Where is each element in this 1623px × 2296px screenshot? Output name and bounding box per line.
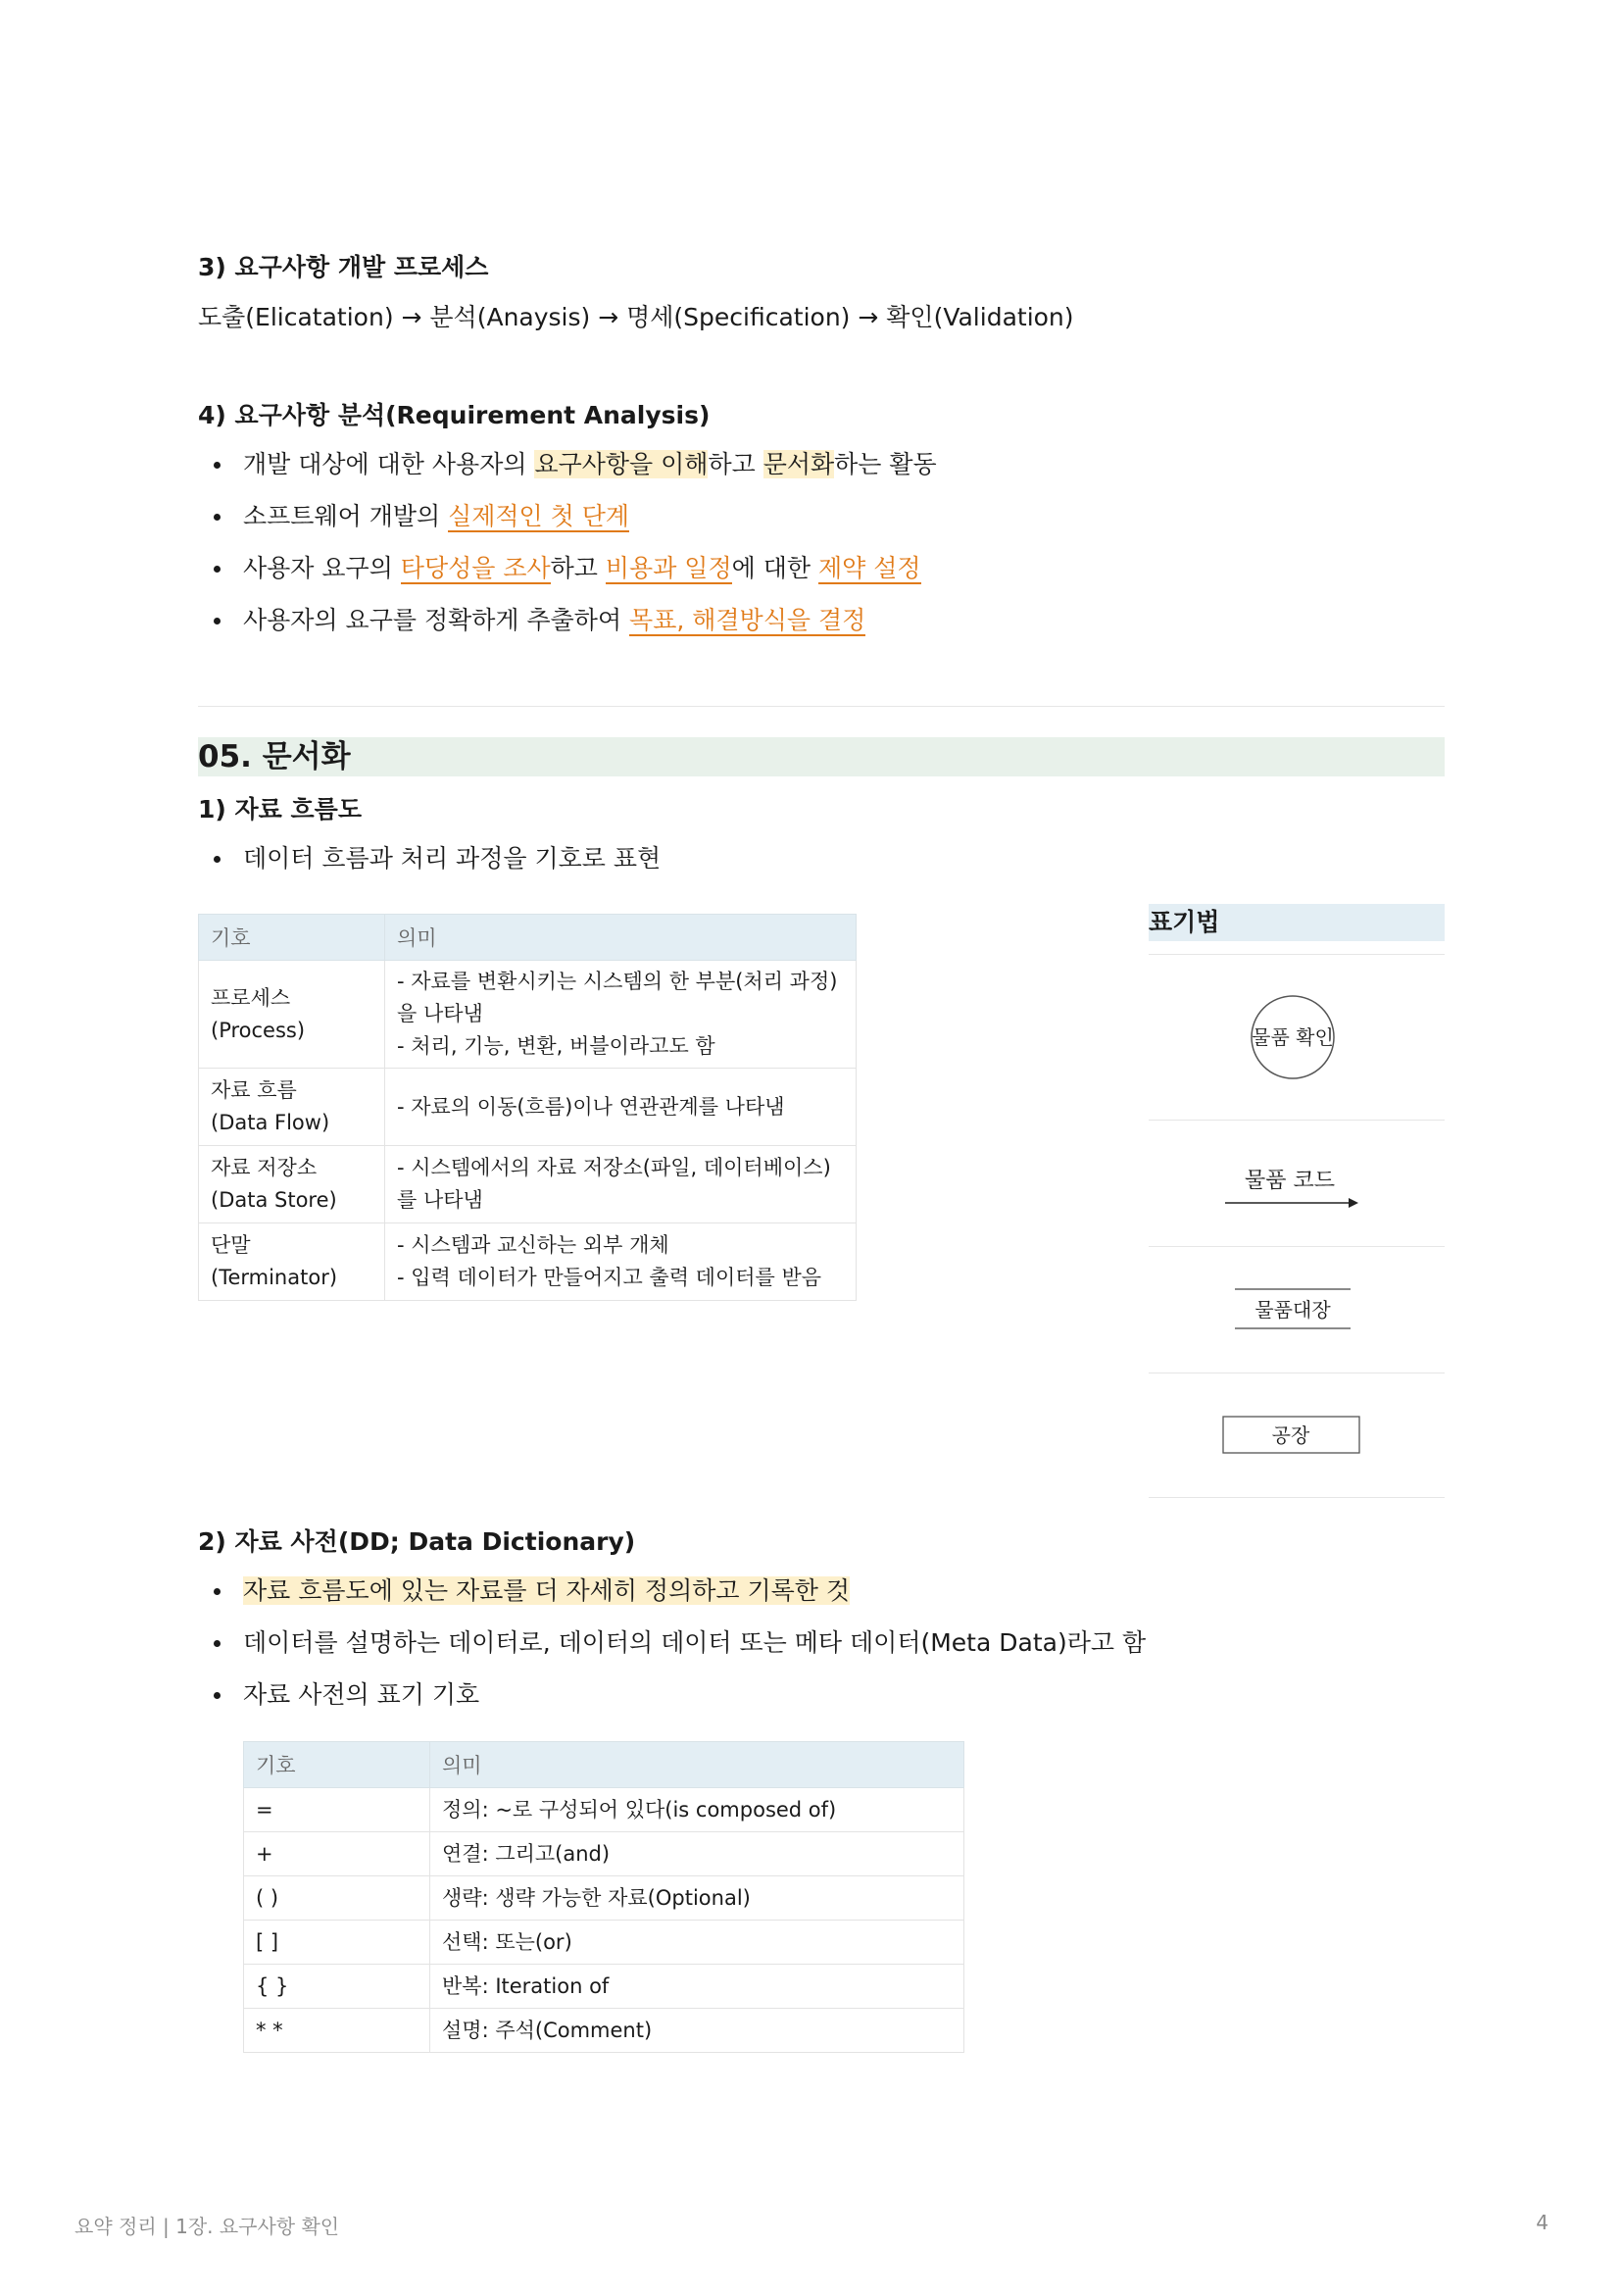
list-item: 사용자 요구의 타당성을 조사하고 비용과 일정에 대한 제약 설정	[198, 550, 937, 602]
table-row	[199, 961, 857, 1069]
underlined-text: 제약 설정	[817, 554, 921, 582]
table-cell-meaning: 연결: 그리고(and)	[430, 1832, 964, 1876]
table-cell-meaning: 정의: ~로 구성되어 있다(is composed of)	[430, 1788, 964, 1832]
column-header-symbol: 기호	[244, 1742, 430, 1788]
column-header-meaning: 의미	[385, 915, 857, 961]
underlined-text: 목표, 해결방식을 결정	[629, 606, 866, 634]
list-item: 데이터 흐름과 처리 과정을 기호로 표현	[198, 840, 661, 892]
arrow-head-icon	[1349, 1198, 1358, 1208]
table-row	[244, 1921, 964, 1965]
data-dictionary-table	[243, 1741, 964, 2053]
section-title-data-dictionary: 2) 자료 사전(DD; Data Dictionary)	[198, 1527, 636, 1556]
table-cell-symbol: 단말 (Terminator)	[199, 1223, 385, 1301]
underlined-text: 실제적인 첫 단계	[448, 502, 630, 530]
table-cell-symbol: [ ]	[244, 1921, 430, 1965]
table-cell-meaning: - 시스템에서의 자료 저장소(파일, 데이터베이스) 를 나타냄	[385, 1146, 857, 1223]
list-item: 자료 사전의 표기 기호	[198, 1676, 1146, 1728]
underlined-text: 비용과 일정	[605, 554, 732, 582]
section-title-data-flow-diagram: 1) 자료 흐름도	[198, 795, 362, 824]
table-cell-meaning: - 시스템과 교신하는 외부 개체 - 입력 데이터가 만들어지고 출력 데이터를 받음	[385, 1223, 857, 1301]
table-row	[199, 1069, 857, 1146]
table-cell-meaning: 생략: 생략 가능한 자료(Optional)	[430, 1876, 964, 1921]
column-header-symbol: 기호	[199, 915, 385, 961]
notation-row-process	[1149, 954, 1445, 1120]
notation-row-terminator	[1149, 1373, 1445, 1498]
notation-row-flow	[1149, 1120, 1445, 1246]
footer-title: 요약 정리 | 1장. 요구사항 확인	[74, 2215, 340, 2238]
table-header-row	[199, 915, 857, 961]
table-row	[244, 1876, 964, 1921]
notation-panel	[1149, 904, 1445, 1498]
table-cell-meaning: 선택: 또는(or)	[430, 1921, 964, 1965]
page-number: 4	[1536, 2211, 1549, 2234]
process-circle-label: 물품 확인	[1252, 1025, 1334, 1049]
notation-row-store	[1149, 1246, 1445, 1373]
dfd-symbol-table	[198, 914, 857, 1301]
table-cell-meaning: - 자료를 변환시키는 시스템의 한 부분(처리 과정) 을 나타냄 - 처리, 기능, 변환, 버블이라고도 함	[385, 961, 857, 1069]
list-item	[198, 1572, 1146, 1624]
table-cell-symbol: 자료 저장소 (Data Store)	[199, 1146, 385, 1223]
terminator-box-symbol	[1149, 1373, 1445, 1497]
highlighted-text: 자료 흐름도에 있는 자료를 더 자세히 정의하고 기록한 것	[243, 1576, 851, 1605]
data-flow-label: 물품 코드	[1244, 1169, 1336, 1193]
requirements-analysis-list	[198, 446, 937, 654]
process-flow-text: 도출(Elicatation) → 분석(Anaysis) → 명세(Specification) → 확인(Validation)	[198, 303, 1074, 331]
process-circle-symbol	[1149, 955, 1445, 1120]
terminator-label: 공장	[1271, 1423, 1310, 1447]
underlined-text: 타당성을 조사	[400, 554, 551, 582]
table-cell-meaning: 설명: 주석(Comment)	[430, 2009, 964, 2053]
section-title-requirements-analysis: 4) 요구사항 분석(Requirement Analysis)	[198, 401, 711, 429]
table-row	[244, 1788, 964, 1832]
table-row	[199, 1223, 857, 1301]
table-cell-symbol: 프로세스 (Process)	[199, 961, 385, 1069]
table-row	[244, 1832, 964, 1876]
dfd-list	[198, 840, 661, 892]
table-row	[244, 1965, 964, 2009]
table-row	[199, 1146, 857, 1223]
list-item: 데이터를 설명하는 데이터로, 데이터의 데이터 또는 메타 데이터(Meta Data)라고 함	[198, 1624, 1146, 1676]
data-store-symbol	[1149, 1247, 1445, 1373]
data-store-label: 물품대장	[1254, 1298, 1331, 1322]
table-row	[244, 2009, 964, 2053]
table-cell-symbol: =	[244, 1788, 430, 1832]
table-cell-symbol: { }	[244, 1965, 430, 2009]
table-cell-symbol: 자료 흐름 (Data Flow)	[199, 1069, 385, 1146]
table-header-row	[244, 1742, 964, 1788]
section-heading-documentation: 05. 문서화	[198, 737, 1445, 776]
highlighted-text: 요구사항을 이해	[534, 450, 709, 478]
table-cell-symbol: ( )	[244, 1876, 430, 1921]
data-dictionary-list	[198, 1572, 1146, 1728]
data-flow-arrow-symbol	[1149, 1121, 1445, 1246]
notation-header: 표기법	[1149, 904, 1445, 941]
table-cell-symbol: +	[244, 1832, 430, 1876]
highlighted-text: 문서화	[762, 450, 835, 478]
table-cell-symbol: * *	[244, 2009, 430, 2053]
section-divider	[198, 706, 1445, 707]
list-item: 소프트웨어 개발의 실제적인 첫 단계	[198, 498, 937, 550]
list-item: 개발 대상에 대한 사용자의 요구사항을 이해하고 문서화하는 활동	[198, 446, 937, 498]
table-cell-meaning: 반복: Iteration of	[430, 1965, 964, 2009]
table-cell-meaning: - 자료의 이동(흐름)이나 연관관계를 나타냄	[385, 1069, 857, 1146]
list-item: 사용자의 요구를 정확하게 추출하여 목표, 해결방식을 결정	[198, 602, 937, 654]
column-header-meaning: 의미	[430, 1742, 964, 1788]
section-title-requirements-process: 3) 요구사항 개발 프로세스	[198, 253, 489, 281]
